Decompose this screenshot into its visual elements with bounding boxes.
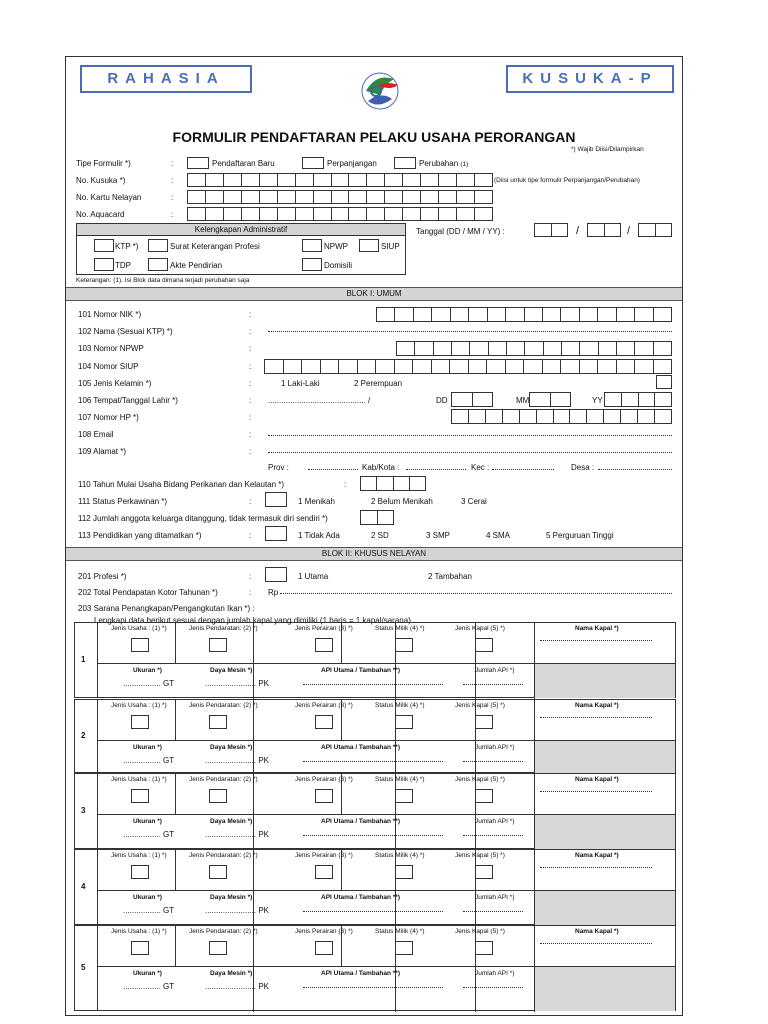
sarana-instruction: Lengkapi data berikut sesuai dengan jumlah kapal yang dimiliki (1 baris = 1 kapal/sarana) <box>94 616 411 625</box>
pend-option-2: 2 SD <box>371 531 389 540</box>
jenis-usaha-checkbox[interactable] <box>131 865 149 879</box>
colon: : <box>249 413 252 422</box>
tipe-formulir-label: Tipe Formulir *) <box>76 159 131 168</box>
jenis-perairan-label: Jenis Perairan (3) *) <box>295 702 353 709</box>
sp-option-1: 1 Menikah <box>298 497 335 506</box>
colon: : <box>249 497 252 506</box>
skp-checkbox[interactable] <box>148 239 168 252</box>
divider <box>97 740 675 741</box>
f110-label: 110 Tahun Mulai Usaha Bidang Perikanan dan Kelautan *) <box>78 480 285 489</box>
divider <box>175 623 176 663</box>
colon: : <box>249 362 252 371</box>
divider <box>475 926 476 1012</box>
jumlah-api-input[interactable] <box>463 754 523 762</box>
status-milik-checkbox[interactable] <box>395 638 413 652</box>
api-label: API Utama / Tambahan **) <box>321 818 400 825</box>
npwp-input[interactable] <box>396 341 672 356</box>
desa-input[interactable] <box>598 462 672 470</box>
f102-label: 102 Nama (Sesuai KTP) *) <box>78 327 173 336</box>
ukuran-input[interactable]: ................. GT <box>123 756 175 765</box>
colon: : <box>249 379 252 388</box>
divider <box>475 850 476 926</box>
divider <box>97 663 675 664</box>
lahir-mm-input[interactable] <box>529 392 571 407</box>
kec-label: Kec : <box>471 463 490 472</box>
admin-title: Kelengkapan Administratif <box>77 224 405 236</box>
skp-label: Surat Keterangan Profesi <box>170 242 260 251</box>
f104-label: 104 Nomor SIUP <box>78 362 139 371</box>
colon: : <box>249 531 252 540</box>
f203-label: 203 Sarana Penangkapan/Pengangkutan Ikan *) : <box>78 604 255 613</box>
nama-kapal-gray-area <box>534 966 675 1011</box>
no-aquacard-label: No. Aquacard <box>76 210 125 219</box>
tahun-mulai-input[interactable] <box>360 476 426 491</box>
divider <box>395 850 396 926</box>
nama-kapal-input[interactable] <box>540 784 652 792</box>
kkp-fish-logo-icon <box>354 61 410 119</box>
pend-option-3: 3 SMP <box>426 531 451 540</box>
status-milik-checkbox[interactable] <box>395 865 413 879</box>
nama-kapal-label: Nama Kapal *) <box>575 702 619 709</box>
vessel-row <box>74 773 676 849</box>
siup-checkbox[interactable] <box>359 239 379 252</box>
jenis-perairan-checkbox[interactable] <box>315 715 333 729</box>
email-input[interactable] <box>268 428 672 436</box>
no-kartu-nelayan-input[interactable] <box>187 190 493 204</box>
blok-2-header: BLOK II: KHUSUS NELAYAN <box>66 547 682 561</box>
jk-option-1: 1 Laki-Laki <box>281 379 320 388</box>
mm-label: MM <box>516 396 530 405</box>
kab-label: Kab/Kota : <box>362 463 400 472</box>
daya-mesin-input[interactable]: ....................... PK <box>205 679 270 688</box>
jenis-kapal-checkbox[interactable] <box>475 865 493 879</box>
perpanjangan-label: Perpanjangan <box>327 159 377 168</box>
api-input[interactable] <box>303 828 443 836</box>
status-milik-label: Status Milik (4) *) <box>375 776 425 783</box>
divider <box>534 623 535 699</box>
rp-label: Rp <box>268 588 279 597</box>
ktp-label: KTP *) <box>115 242 139 251</box>
rahasia-tag: RAHASIA <box>80 65 252 93</box>
divider <box>97 814 675 815</box>
divider <box>395 926 396 1012</box>
daya-mesin-label: Daya Mesin *) <box>210 818 253 825</box>
nama-kapal-input[interactable] <box>540 633 652 641</box>
ukuran-input[interactable]: ................. GT <box>123 830 175 839</box>
jenis-usaha-label: Jenis Usaha : (1) *) <box>111 776 167 783</box>
divider <box>175 774 176 814</box>
divider <box>534 774 535 850</box>
required-note: *) Wajib Diisi/Dilampirkan <box>571 146 644 153</box>
f101-label: 101 Nomor NIK *) <box>78 310 142 319</box>
colon: : <box>249 344 252 353</box>
jenis-pendaratan-checkbox[interactable] <box>209 715 227 729</box>
hp-input[interactable] <box>451 409 672 424</box>
ukuran-label: Ukuran *) <box>133 667 162 674</box>
siup-input[interactable] <box>264 359 672 374</box>
nama-kapal-label: Nama Kapal *) <box>575 625 619 632</box>
ukuran-label: Ukuran *) <box>133 894 162 901</box>
pendaftaran-baru-label: Pendaftaran Baru <box>212 159 275 168</box>
jenis-usaha-label: Jenis Usaha : (1) *) <box>111 625 167 632</box>
siup-label: SIUP <box>381 242 400 251</box>
jenis-perairan-label: Jenis Perairan (3) *) <box>295 928 353 935</box>
jumlah-api-input[interactable] <box>463 677 523 685</box>
jenis-kapal-label: Jenis Kapal (5) *) <box>455 928 505 935</box>
colon: : <box>249 310 252 319</box>
jenis-perairan-checkbox[interactable] <box>315 638 333 652</box>
jumlah-api-input[interactable] <box>463 980 523 988</box>
alamat-input[interactable] <box>268 445 672 453</box>
divider <box>475 774 476 850</box>
profesi-input[interactable] <box>265 567 287 582</box>
f111-label: 111 Status Perkawinan *) <box>78 497 168 506</box>
jenis-kapal-label: Jenis Kapal (5) *) <box>455 625 505 632</box>
api-input[interactable] <box>303 904 443 912</box>
vessel-row <box>74 622 676 698</box>
nama-input[interactable] <box>268 324 672 332</box>
nama-kapal-input[interactable] <box>540 936 652 944</box>
perubahan-checkbox[interactable] <box>394 157 416 169</box>
kec-input[interactable] <box>492 462 554 470</box>
profesi-option-1: 1 Utama <box>298 572 329 581</box>
no-kartu-nelayan-label: No. Kartu Nelayan <box>76 193 142 202</box>
jenis-pendaratan-label: Jenis Pendaratan: (2) *) <box>189 625 258 632</box>
f107-label: 107 Nomor HP *) <box>78 413 139 422</box>
status-milik-label: Status Milik (4) *) <box>375 702 425 709</box>
status-milik-label: Status Milik (4) *) <box>375 928 425 935</box>
f103-label: 103 Nomor NPWP <box>78 344 144 353</box>
jenis-kapal-checkbox[interactable] <box>475 941 493 955</box>
nama-kapal-label: Nama Kapal *) <box>575 776 619 783</box>
jumlah-keluarga-input[interactable] <box>360 510 394 525</box>
no-kusuka-label: No. Kusuka *) <box>76 176 126 185</box>
api-label: API Utama / Tambahan **) <box>321 970 400 977</box>
jenis-usaha-checkbox[interactable] <box>131 789 149 803</box>
divider <box>175 926 176 966</box>
divider <box>97 926 98 1010</box>
daya-mesin-input[interactable]: ....................... PK <box>205 830 270 839</box>
nama-kapal-input[interactable] <box>540 710 652 718</box>
vessel-row-number: 1 <box>81 655 86 664</box>
jenis-pendaratan-checkbox[interactable] <box>209 789 227 803</box>
colon: : <box>249 430 252 439</box>
tanggal-mm-input[interactable] <box>587 223 621 237</box>
divider <box>475 623 476 699</box>
divider <box>534 850 535 926</box>
vessel-row-number: 3 <box>81 806 86 815</box>
jumlah-api-label: Jumlah API *) <box>475 818 515 825</box>
akte-label: Akte Pendirian <box>170 261 223 270</box>
npwp-checkbox[interactable] <box>302 239 322 252</box>
jenis-perairan-checkbox[interactable] <box>315 789 333 803</box>
colon: : <box>249 327 252 336</box>
nama-kapal-label: Nama Kapal *) <box>575 852 619 859</box>
pendaftaran-baru-checkbox[interactable] <box>187 157 209 169</box>
jenis-usaha-label: Jenis Usaha : (1) *) <box>111 702 167 709</box>
no-aquacard-input[interactable] <box>187 207 493 221</box>
colon: : <box>249 447 252 456</box>
form-page <box>65 56 683 1016</box>
api-input[interactable] <box>303 980 443 988</box>
prov-label: Prov : <box>268 463 289 472</box>
tempat-lahir-input[interactable]: ............................................ / <box>268 396 371 405</box>
npwp-label: NPWP <box>324 242 348 251</box>
colon: : <box>171 176 174 185</box>
divider <box>395 623 396 699</box>
jenis-pendaratan-label: Jenis Pendaratan: (2) *) <box>189 852 258 859</box>
api-input[interactable] <box>303 754 443 762</box>
status-perkawinan-input[interactable] <box>265 492 287 507</box>
jumlah-api-label: Jumlah API *) <box>475 894 515 901</box>
colon: : <box>249 588 252 597</box>
domisili-label: Domisili <box>324 261 352 270</box>
tanggal-label: Tanggal (DD / MM / YY) : <box>416 227 505 236</box>
pendidikan-input[interactable] <box>265 526 287 541</box>
jenis-usaha-checkbox[interactable] <box>131 715 149 729</box>
vessel-row <box>74 699 676 773</box>
colon: : <box>171 159 174 168</box>
colon: : <box>171 193 174 202</box>
status-milik-checkbox[interactable] <box>395 715 413 729</box>
f109-label: 109 Alamat *) <box>78 447 127 456</box>
daya-mesin-label: Daya Mesin *) <box>210 744 253 751</box>
daya-mesin-label: Daya Mesin *) <box>210 667 253 674</box>
status-milik-checkbox[interactable] <box>395 789 413 803</box>
jenis-pendaratan-checkbox[interactable] <box>209 941 227 955</box>
tanggal-yy-input[interactable] <box>638 223 672 237</box>
status-milik-label: Status Milik (4) *) <box>375 852 425 859</box>
divider <box>97 623 98 697</box>
daya-mesin-label: Daya Mesin *) <box>210 894 253 901</box>
jenis-usaha-checkbox[interactable] <box>131 638 149 652</box>
keterangan-note: Keterangan: (1). Isi Blok data dimana terjadi perubahan saja <box>76 277 250 284</box>
jumlah-api-label: Jumlah API *) <box>475 970 515 977</box>
divider <box>475 700 476 774</box>
status-milik-label: Status Milik (4) *) <box>375 625 425 632</box>
tanggal-dd-input[interactable] <box>534 223 568 237</box>
vessel-row-number: 4 <box>81 882 86 891</box>
kab-input[interactable] <box>406 462 466 470</box>
divider <box>97 700 98 772</box>
perubahan-label: Perubahan (1) <box>419 159 469 168</box>
jenis-perairan-label: Jenis Perairan (3) *) <box>295 852 353 859</box>
colon: : <box>249 396 252 405</box>
sp-option-2: 2 Belum Menikah <box>371 497 433 506</box>
daya-mesin-input[interactable]: ....................... PK <box>205 982 270 991</box>
divider <box>253 926 254 1012</box>
jenis-usaha-checkbox[interactable] <box>131 941 149 955</box>
colon: : <box>249 572 252 581</box>
jenis-perairan-label: Jenis Perairan (3) *) <box>295 625 353 632</box>
date-separator: / <box>576 225 580 237</box>
jumlah-api-input[interactable] <box>463 904 523 912</box>
prov-input[interactable] <box>308 462 358 470</box>
profesi-option-2: 2 Tambahan <box>428 572 472 581</box>
jenis-usaha-label: Jenis Usaha : (1) *) <box>111 928 167 935</box>
jenis-perairan-checkbox[interactable] <box>315 865 333 879</box>
lahir-yy-input[interactable] <box>604 392 672 407</box>
nik-input[interactable] <box>376 307 672 322</box>
no-kusuka-input[interactable] <box>187 173 493 187</box>
dd-label: DD <box>436 396 448 405</box>
status-milik-checkbox[interactable] <box>395 941 413 955</box>
ukuran-input[interactable]: ................. GT <box>123 982 175 991</box>
jenis-kapal-checkbox[interactable] <box>475 789 493 803</box>
jk-option-2: 2 Perempuan <box>354 379 403 388</box>
api-input[interactable] <box>303 677 443 685</box>
jenis-pendaratan-label: Jenis Pendaratan: (2) *) <box>189 702 258 709</box>
jenis-perairan-label: Jenis Perairan (3) *) <box>295 776 353 783</box>
f105-label: 105 Jenis Kelamin *) <box>78 379 152 388</box>
blok-1-header: BLOK I: UMUM <box>66 287 682 301</box>
kusuka-note: (Diisi untuk tipe formulir Perpanjangan/Perubahan) <box>494 177 640 184</box>
desa-label: Desa : <box>571 463 595 472</box>
jumlah-api-input[interactable] <box>463 828 523 836</box>
f201-label: 201 Profesi *) <box>78 572 127 581</box>
divider <box>534 700 535 774</box>
vessel-row-number: 2 <box>81 731 86 740</box>
nama-kapal-gray-area <box>534 663 675 698</box>
jumlah-api-label: Jumlah API *) <box>475 744 515 751</box>
divider <box>97 774 98 848</box>
ukuran-label: Ukuran *) <box>133 970 162 977</box>
yy-label: YY <box>592 396 603 405</box>
api-label: API Utama / Tambahan **) <box>321 667 400 674</box>
pend-option-5: 5 Perguruan Tinggi <box>546 531 614 540</box>
form-title: FORMULIR PENDAFTARAN PELAKU USAHA PERORANGAN <box>172 129 576 145</box>
jenis-pendaratan-checkbox[interactable] <box>209 638 227 652</box>
sp-option-3: 3 Cerai <box>461 497 487 506</box>
divider <box>395 700 396 774</box>
nama-kapal-gray-area <box>534 890 675 925</box>
vessel-row-number: 5 <box>81 963 86 972</box>
f113-label: 113 Pendidikan yang ditamatkan *) <box>78 531 202 540</box>
daya-mesin-label: Daya Mesin *) <box>210 970 253 977</box>
jenis-pendaratan-label: Jenis Pendaratan: (2) *) <box>189 776 258 783</box>
jenis-pendaratan-label: Jenis Pendaratan: (2) *) <box>189 928 258 935</box>
divider <box>97 850 98 924</box>
date-separator: / <box>627 225 631 237</box>
nama-kapal-label: Nama Kapal *) <box>575 928 619 935</box>
pend-option-4: 4 SMA <box>486 531 511 540</box>
colon: : <box>171 210 174 219</box>
divider <box>534 926 535 1012</box>
nama-kapal-gray-area <box>534 814 675 849</box>
ukuran-input[interactable]: ................. GT <box>123 906 175 915</box>
domisili-checkbox[interactable] <box>302 258 322 271</box>
nama-kapal-gray-area <box>534 740 675 773</box>
tdp-checkbox[interactable] <box>94 258 114 271</box>
jenis-perairan-checkbox[interactable] <box>315 941 333 955</box>
vessel-row <box>74 925 676 1011</box>
pendapatan-input[interactable] <box>280 586 672 594</box>
daya-mesin-input[interactable]: ....................... PK <box>205 906 270 915</box>
nama-kapal-input[interactable] <box>540 860 652 868</box>
jenis-kapal-checkbox[interactable] <box>475 715 493 729</box>
f106-label: 106 Tempat/Tanggal Lahir *) <box>78 396 178 405</box>
lahir-dd-input[interactable] <box>451 392 493 407</box>
vessel-row <box>74 849 676 925</box>
ukuran-label: Ukuran *) <box>133 818 162 825</box>
jenis-kelamin-input[interactable] <box>656 375 672 389</box>
divider <box>175 700 176 740</box>
kusuka-p-tag: KUSUKA-P <box>506 65 674 93</box>
jenis-kapal-label: Jenis Kapal (5) *) <box>455 776 505 783</box>
pend-option-1: 1 Tidak Ada <box>298 531 340 540</box>
jenis-kapal-label: Jenis Kapal (5) *) <box>455 702 505 709</box>
f202-label: 202 Total Pendapatan Kotor Tahunan *) <box>78 588 218 597</box>
jenis-kapal-label: Jenis Kapal (5) *) <box>455 852 505 859</box>
ukuran-label: Ukuran *) <box>133 744 162 751</box>
f112-label: 112 Jumlah anggota keluarga ditanggung, tidak termasuk diri sendiri *) <box>78 514 328 523</box>
f108-label: 108 Email <box>78 430 114 439</box>
divider <box>175 850 176 890</box>
api-label: API Utama / Tambahan **) <box>321 894 400 901</box>
divider <box>97 890 675 891</box>
jenis-pendaratan-checkbox[interactable] <box>209 865 227 879</box>
divider <box>97 966 675 967</box>
colon: : <box>344 480 347 489</box>
ukuran-input[interactable]: ................. GT <box>123 679 175 688</box>
ktp-checkbox[interactable] <box>94 239 114 252</box>
api-label: API Utama / Tambahan **) <box>321 744 400 751</box>
akte-checkbox[interactable] <box>148 258 168 271</box>
jumlah-api-label: Jumlah API *) <box>475 667 515 674</box>
daya-mesin-input[interactable]: ....................... PK <box>205 756 270 765</box>
tdp-label: TDP <box>115 261 131 270</box>
perpanjangan-checkbox[interactable] <box>302 157 324 169</box>
jenis-kapal-checkbox[interactable] <box>475 638 493 652</box>
divider <box>395 774 396 850</box>
jenis-usaha-label: Jenis Usaha : (1) *) <box>111 852 167 859</box>
